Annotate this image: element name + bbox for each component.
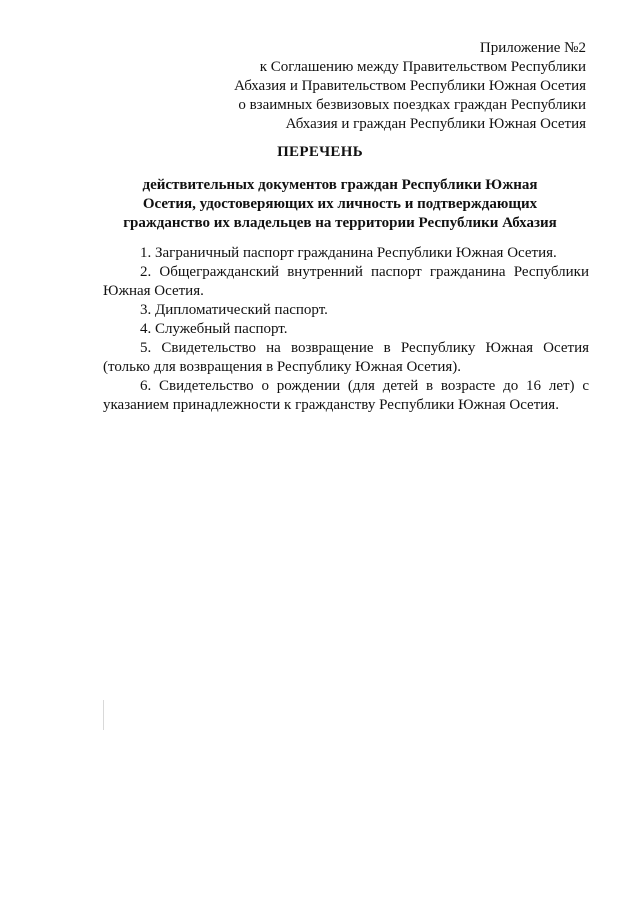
annex-line: к Соглашению между Правительством Республики (259, 59, 586, 75)
subtitle-line: Осетия, удостоверяющих их личность и подтверждающих (142, 196, 538, 212)
annex-header (126, 39, 586, 134)
list-item: 3. Дипломатический паспорт. (140, 302, 328, 318)
list-item: 2. Общегражданский внутренний паспорт гражданина Республики Южная Осетия. (103, 264, 589, 299)
annex-line: Абхазия и граждан Республики Южная Осетия (285, 116, 586, 132)
annex-line: Приложение №2 (479, 40, 586, 56)
documents-list (103, 244, 589, 415)
list-item: 6. Свидетельство о рождении (для детей в возрасте до 16 лет) с указанием принадлежности к гражданству Республики Южная Осетия. (103, 378, 589, 413)
scan-edge-mark (103, 700, 104, 730)
list-item: 1. Заграничный паспорт гражданина Республики Южная Осетия. (140, 245, 557, 261)
document-title: ПЕРЕЧЕНЬ (277, 144, 363, 160)
list-item: 5. Свидетельство на возвращение в Республику Южная Осетия (только для возвращения в Республику Южная Осетия). (103, 340, 589, 375)
subtitle-line: действительных документов граждан Республики Южная (142, 177, 538, 193)
list-item: 4. Служебный паспорт. (140, 321, 288, 337)
annex-line: Абхазия и Правительством Республики Южная Осетия (234, 78, 586, 94)
document-subtitle (120, 176, 560, 233)
annex-line: о взаимных безвизовых поездках граждан Республики (238, 97, 586, 113)
subtitle-line: гражданство их владельцев на территории Республики Абхазия (123, 215, 557, 231)
